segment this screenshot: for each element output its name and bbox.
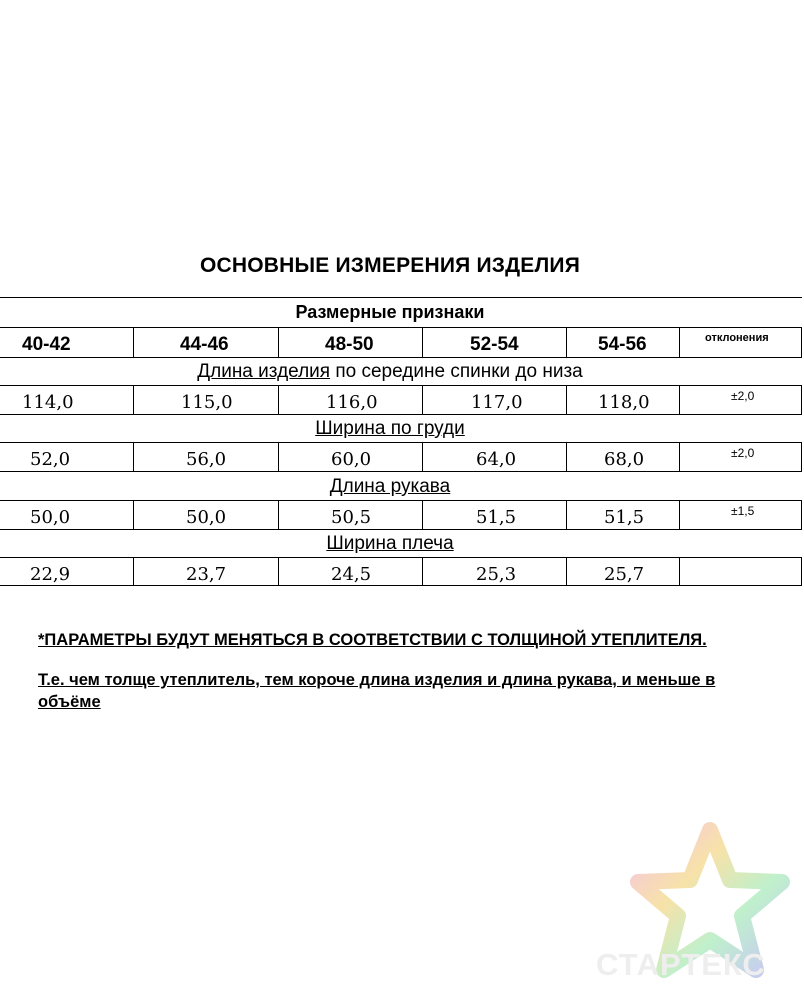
table-border-right — [801, 557, 802, 585]
table-cell: 117,0 — [471, 392, 523, 413]
table-cell: 114,0 — [22, 392, 74, 413]
column-divider — [422, 442, 423, 471]
column-divider — [422, 327, 423, 357]
table-cell: 23,7 — [186, 564, 227, 585]
size-header: 54-56 — [598, 334, 647, 355]
table-cell: 68,0 — [604, 449, 645, 470]
page-title: ОСНОВНЫЕ ИЗМЕРЕНИЯ ИЗДЕЛИЯ — [199, 254, 581, 277]
row-label: Ширина по груди — [315, 418, 465, 439]
table-cell: 52,0 — [30, 449, 71, 470]
watermark-text: СТАРТЕКС — [596, 947, 766, 982]
table-header: Размерные признаки — [295, 302, 485, 322]
table-cell: 25,3 — [476, 564, 517, 585]
table-cell: 51,5 — [604, 507, 645, 528]
column-divider — [679, 500, 680, 529]
column-divider — [566, 385, 567, 414]
table-cell: 22,9 — [30, 564, 71, 585]
table-cell: 51,5 — [476, 507, 517, 528]
size-header: 44-46 — [180, 334, 229, 355]
table-cell: 60,0 — [331, 449, 372, 470]
column-divider — [679, 327, 680, 357]
table-cell: 50,0 — [30, 507, 71, 528]
column-divider — [278, 327, 279, 357]
column-divider — [278, 385, 279, 414]
size-header: 40-42 — [22, 334, 71, 355]
column-divider — [422, 385, 423, 414]
table-cell: 50,0 — [186, 507, 227, 528]
row-label: Длина изделия по середине спинки до низа — [197, 361, 583, 382]
deviation-value: ±2,0 — [731, 389, 755, 403]
table-cell: 25,7 — [604, 564, 645, 585]
table-rule — [0, 385, 802, 386]
table-cell: 115,0 — [181, 392, 233, 413]
deviation-value: ±2,0 — [731, 446, 755, 460]
table-rule — [0, 414, 802, 415]
insulation-note: *ПАРАМЕТРЫ БУДУТ МЕНЯТЬСЯ В СООТВЕТСТВИИ С ТОЛЩИНОЙ УТЕПЛИТЕЛЯ. — [38, 631, 707, 649]
column-divider — [679, 557, 680, 585]
column-divider — [278, 557, 279, 585]
table-border-right — [801, 385, 802, 414]
column-divider — [566, 557, 567, 585]
row-label: Ширина плеча — [326, 533, 454, 554]
column-divider — [133, 500, 134, 529]
table-rule — [0, 357, 802, 358]
column-divider — [133, 442, 134, 471]
row-label: Длина рукава — [329, 476, 451, 497]
table-border-top — [0, 297, 802, 298]
table-cell: 64,0 — [476, 449, 517, 470]
column-divider — [679, 385, 680, 414]
table-border-bottom — [0, 585, 802, 586]
column-divider — [278, 500, 279, 529]
table-border-right — [801, 442, 802, 471]
column-divider — [133, 327, 134, 357]
column-divider — [133, 557, 134, 585]
column-divider — [679, 442, 680, 471]
table-cell: 50,5 — [331, 507, 372, 528]
column-divider — [133, 385, 134, 414]
table-border-right — [801, 327, 802, 357]
column-divider — [566, 500, 567, 529]
table-rule — [0, 557, 802, 558]
deviation-header: отклонения — [705, 332, 769, 344]
size-header: 52-54 — [470, 334, 519, 355]
table-cell: 118,0 — [598, 392, 650, 413]
table-cell: 116,0 — [326, 392, 378, 413]
table-cell: 24,5 — [331, 564, 372, 585]
table-rule — [0, 529, 802, 530]
column-divider — [278, 442, 279, 471]
table-cell: 56,0 — [186, 449, 227, 470]
size-header: 48-50 — [325, 334, 374, 355]
table-rule — [0, 471, 802, 472]
column-divider — [566, 442, 567, 471]
measurements-table — [0, 297, 802, 586]
table-rule — [0, 442, 802, 443]
table-rule — [0, 500, 802, 501]
column-divider — [566, 327, 567, 357]
deviation-value: ±1,5 — [731, 504, 755, 518]
column-divider — [422, 557, 423, 585]
column-divider — [422, 500, 423, 529]
table-border-right — [801, 500, 802, 529]
table-rule — [0, 327, 802, 328]
insulation-explanation: Т.е. чем толще утеплитель, тем короче длина изделия и длина рукава, и меньше в объёме — [38, 671, 716, 711]
